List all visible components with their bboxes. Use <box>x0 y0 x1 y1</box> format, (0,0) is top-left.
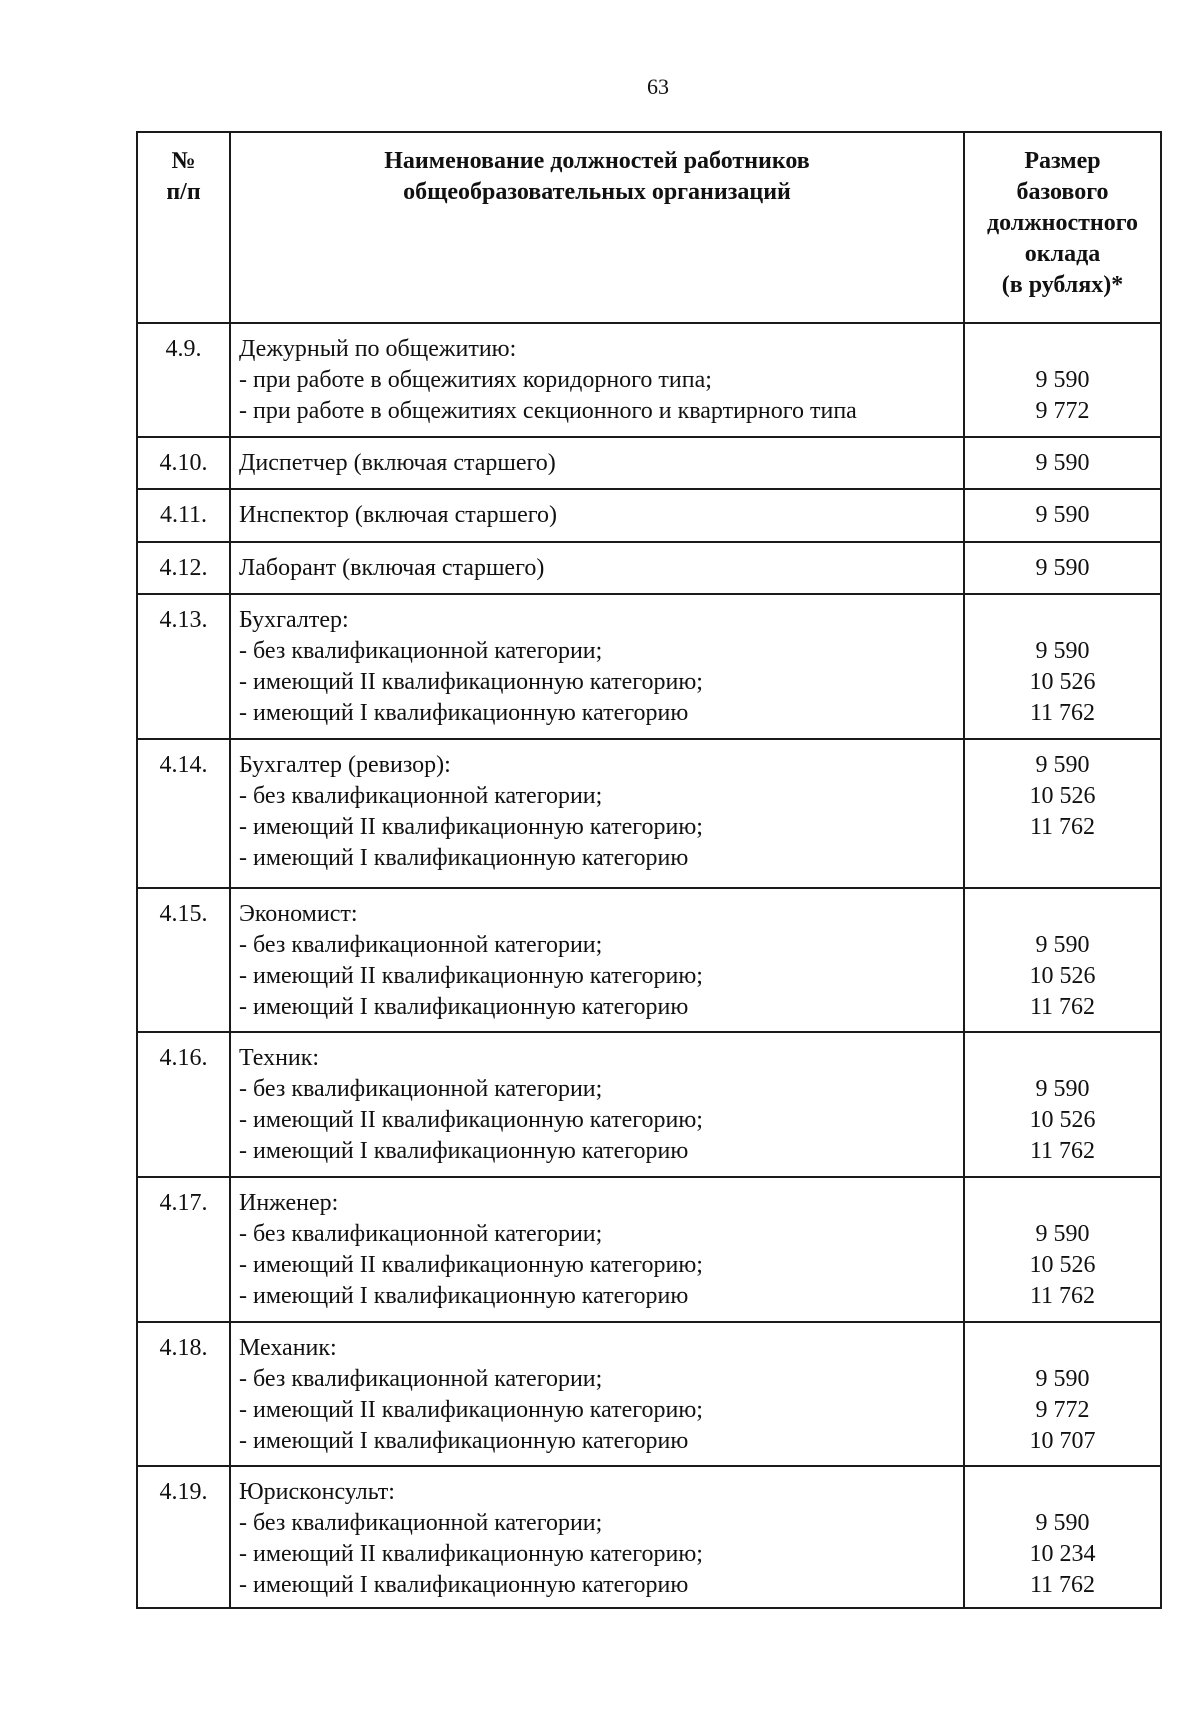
header-value-line: должностного <box>986 210 1139 236</box>
position-line: Техник: <box>239 1045 320 1071</box>
position-line: - имеющий II квалификационную категорию; <box>239 1541 703 1567</box>
position-line: Лаборант (включая старшего) <box>239 555 545 581</box>
position-line: - имеющий I квалификационную категорию <box>239 994 689 1020</box>
salary-line: 9 590 <box>1035 555 1090 581</box>
salary-line: 10 526 <box>1029 783 1096 809</box>
header-name-line: общеобразовательных организаций <box>403 179 791 205</box>
position-name <box>230 888 964 1032</box>
salary-table <box>136 131 1162 1609</box>
salary-line: 9 590 <box>1035 638 1090 664</box>
position-line: - без квалификационной категории; <box>239 638 603 664</box>
row-number: 4.13. <box>137 594 230 739</box>
salary-line: 11 762 <box>1029 700 1096 726</box>
position-name <box>230 437 964 489</box>
row-number: 4.18. <box>137 1322 230 1466</box>
position-line: - без квалификационной категории; <box>239 1221 603 1247</box>
row-number: 4.16. <box>137 1032 230 1177</box>
row-number: 4.10. <box>137 437 230 489</box>
position-name <box>230 542 964 594</box>
header-num-line: п/п <box>166 179 201 205</box>
position-line: - имеющий I квалификационную категорию <box>239 1283 689 1309</box>
table-row <box>137 437 1161 489</box>
position-line: - без квалификационной категории; <box>239 1510 603 1536</box>
table-row <box>137 888 1161 1032</box>
position-line: - имеющий I квалификационную категорию <box>239 1572 689 1598</box>
salary-line: 9 590 <box>1035 450 1090 476</box>
row-number: 4.17. <box>137 1177 230 1322</box>
position-name <box>230 739 964 888</box>
salary-line: 9 590 <box>1035 1076 1090 1102</box>
page-number: 63 <box>647 74 669 99</box>
header-num <box>137 132 230 323</box>
table-row <box>137 489 1161 542</box>
position-line: Дежурный по общежитию: <box>239 336 517 362</box>
row-number: 4.9. <box>137 323 230 437</box>
position-line: - имеющий II квалификационную категорию; <box>239 1252 703 1278</box>
salary-line: 9 590 <box>1035 752 1090 778</box>
salary-line: 10 526 <box>1029 1252 1096 1278</box>
salary-line: 9 590 <box>1035 932 1090 958</box>
position-line: Инженер: <box>239 1190 339 1216</box>
salary-line: 10 707 <box>1029 1428 1096 1454</box>
salary-line: 11 762 <box>1029 814 1096 840</box>
position-line: - имеющий II квалификационную категорию; <box>239 1107 703 1133</box>
row-number: 4.11. <box>137 489 230 542</box>
salary-value <box>964 739 1161 888</box>
row-number: 4.19. <box>137 1466 230 1608</box>
table-row <box>137 323 1161 437</box>
salary-value <box>964 323 1161 437</box>
salary-value <box>964 1322 1161 1466</box>
salary-line: 10 526 <box>1029 669 1096 695</box>
header-value <box>964 132 1161 323</box>
salary-line: 10 526 <box>1029 963 1096 989</box>
table-row <box>137 1032 1161 1177</box>
header-name-line: Наименование должностей работников <box>384 148 810 174</box>
table-row <box>137 1177 1161 1322</box>
position-name <box>230 1177 964 1322</box>
position-name <box>230 323 964 437</box>
position-line: - без квалификационной категории; <box>239 1366 603 1392</box>
salary-line: 11 762 <box>1029 1138 1096 1164</box>
salary-line: 9 772 <box>1035 1397 1090 1423</box>
salary-value <box>964 489 1161 542</box>
header-value-line: оклада <box>1024 241 1101 267</box>
table-row <box>137 542 1161 594</box>
salary-line: 9 772 <box>1035 398 1090 424</box>
salary-line: 9 590 <box>1035 1221 1090 1247</box>
salary-line: 11 762 <box>1029 1283 1096 1309</box>
position-line: Бухгалтер: <box>239 607 349 633</box>
table-row <box>137 1466 1161 1608</box>
position-line: Механик: <box>239 1335 337 1361</box>
salary-value <box>964 594 1161 739</box>
position-line: - без квалификационной категории; <box>239 1076 603 1102</box>
position-name <box>230 1466 964 1608</box>
position-line: Диспетчер (включая старшего) <box>239 450 556 476</box>
position-name <box>230 489 964 542</box>
salary-line: 10 234 <box>1029 1541 1096 1567</box>
position-line: - без квалификационной категории; <box>239 932 603 958</box>
position-line: - имеющий I квалификационную категорию <box>239 845 689 871</box>
salary-line: 9 590 <box>1035 1366 1090 1392</box>
table-row <box>137 1322 1161 1466</box>
salary-value <box>964 1177 1161 1322</box>
table-header-row <box>137 132 1161 323</box>
position-line: - при работе в общежитиях коридорного типа; <box>239 367 712 393</box>
row-number: 4.14. <box>137 739 230 888</box>
salary-line: 9 590 <box>1035 502 1090 528</box>
salary-value <box>964 437 1161 489</box>
header-value-line: (в рублях)* <box>1001 272 1124 298</box>
salary-line: 11 762 <box>1029 1572 1096 1598</box>
position-line: - при работе в общежитиях секционного и квартирного типа <box>239 398 857 424</box>
salary-value <box>964 888 1161 1032</box>
salary-line: 9 590 <box>1035 1510 1090 1536</box>
position-line: - без квалификационной категории; <box>239 783 603 809</box>
position-line: - имеющий II квалификационную категорию; <box>239 669 703 695</box>
salary-line: 11 762 <box>1029 994 1096 1020</box>
position-line: - имеющий I квалификационную категорию <box>239 700 689 726</box>
header-num-line: № <box>171 148 196 174</box>
salary-value <box>964 542 1161 594</box>
header-value-line: базового <box>1016 179 1109 205</box>
position-line: Бухгалтер (ревизор): <box>239 752 451 778</box>
position-line: - имеющий II квалификационную категорию; <box>239 963 703 989</box>
header-name <box>230 132 964 323</box>
salary-line: 10 526 <box>1029 1107 1096 1133</box>
salary-line: 9 590 <box>1035 367 1090 393</box>
position-line: - имеющий I квалификационную категорию <box>239 1428 689 1454</box>
position-line: - имеющий II квалификационную категорию; <box>239 814 703 840</box>
position-line: - имеющий II квалификационную категорию; <box>239 1397 703 1423</box>
table-row <box>137 594 1161 739</box>
position-name <box>230 594 964 739</box>
position-line: Инспектор (включая старшего) <box>239 502 558 528</box>
row-number: 4.15. <box>137 888 230 1032</box>
position-line: - имеющий I квалификационную категорию <box>239 1138 689 1164</box>
position-name <box>230 1322 964 1466</box>
position-name <box>230 1032 964 1177</box>
position-line: Экономист: <box>239 901 358 927</box>
salary-value <box>964 1032 1161 1177</box>
header-value-line: Размер <box>1024 148 1101 174</box>
position-line: Юрисконсульт: <box>239 1479 395 1505</box>
row-number: 4.12. <box>137 542 230 594</box>
salary-value <box>964 1466 1161 1608</box>
table-row <box>137 739 1161 888</box>
